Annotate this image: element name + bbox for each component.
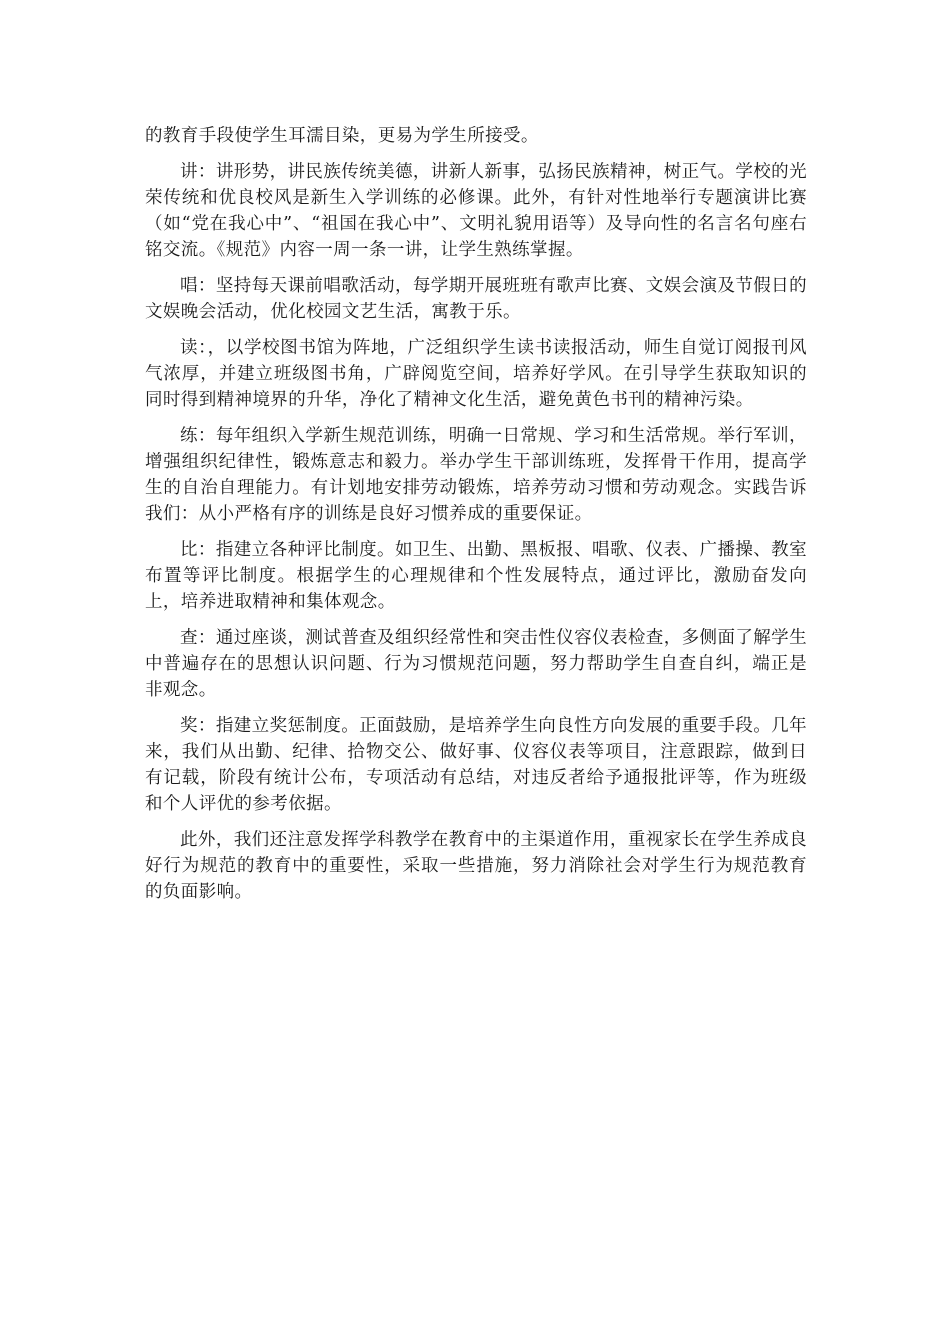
paragraph-du: 读：，以学校图书馆为阵地，广泛组织学生读书读报活动，师生自觉订阅报刊风气浓厚，并建立班级图书角，广辟阅览空间，培养好学风。在引导学生获取知识的同时得到精神境界的升华，净化了精神文化生活，避免黄色书刊的精神污染。 (145, 338, 807, 410)
document-body (145, 123, 807, 915)
paragraph-jiang-reward: 奖：指建立奖惩制度。正面鼓励，是培养学生向良性方向发展的重要手段。几年来，我们从出勤、纪律、拾物交公、做好事、仪容仪表等项目，注意跟踪，做到日有记载，阶段有统计公布，专项活动有总结，对违反者给予通报批评等，作为班级和个人评优的参考依据。 (145, 716, 807, 814)
paragraph-cha: 查：通过座谈，测试普查及组织经常性和突击性仪容仪表检查，多侧面了解学生中普遍存在的思想认识问题、行为习惯规范问题，努力帮助学生自查自纠，端正是非观念。 (145, 628, 807, 700)
paragraph-chang: 唱：坚持每天课前唱歌活动，每学期开展班班有歌声比赛、文娱会演及节假日的文娱晚会活动，优化校园文艺生活，寓教于乐。 (145, 276, 807, 322)
paragraph-conclusion: 此外，我们还注意发挥学科教学在教育中的主渠道作用，重视家长在学生养成良好行为规范的教育中的重要性，采取一些措施，努力消除社会对学生行为规范教育的负面影响。 (145, 830, 807, 902)
paragraph-jiang: 讲：讲形势，讲民族传统美德，讲新人新事，弘扬民族精神，树正气。学校的光荣传统和优良校风是新生入学训练的必修课。此外，有针对性地举行专题演讲比赛（如“党在我心中”、“祖国在我心中”、文明礼貌用语等）及导向性的名言名句座右铭交流。《规范》内容一周一条一讲，让学生熟练掌握。 (145, 162, 807, 260)
paragraph-bi: 比：指建立各种评比制度。如卫生、出勤、黑板报、唱歌、仪表、广播操、教室布置等评比制度。根据学生的心理规律和个性发展特点，通过评比，激励奋发向上，培养进取精神和集体观念。 (145, 540, 807, 612)
paragraph-lian: 练：每年组织入学新生规范训练，明确一日常规、学习和生活常规。举行军训，增强组织纪律性，锻炼意志和毅力。举办学生干部训练班，发挥骨干作用，提高学生的自治自理能力。有计划地安排劳动锻炼，培养劳动习惯和劳动观念。实践告诉我们：从小严格有序的训练是良好习惯养成的重要保证。 (145, 426, 807, 524)
paragraph-continuation: 的教育手段使学生耳濡目染，更易为学生所接受。 (145, 126, 539, 146)
